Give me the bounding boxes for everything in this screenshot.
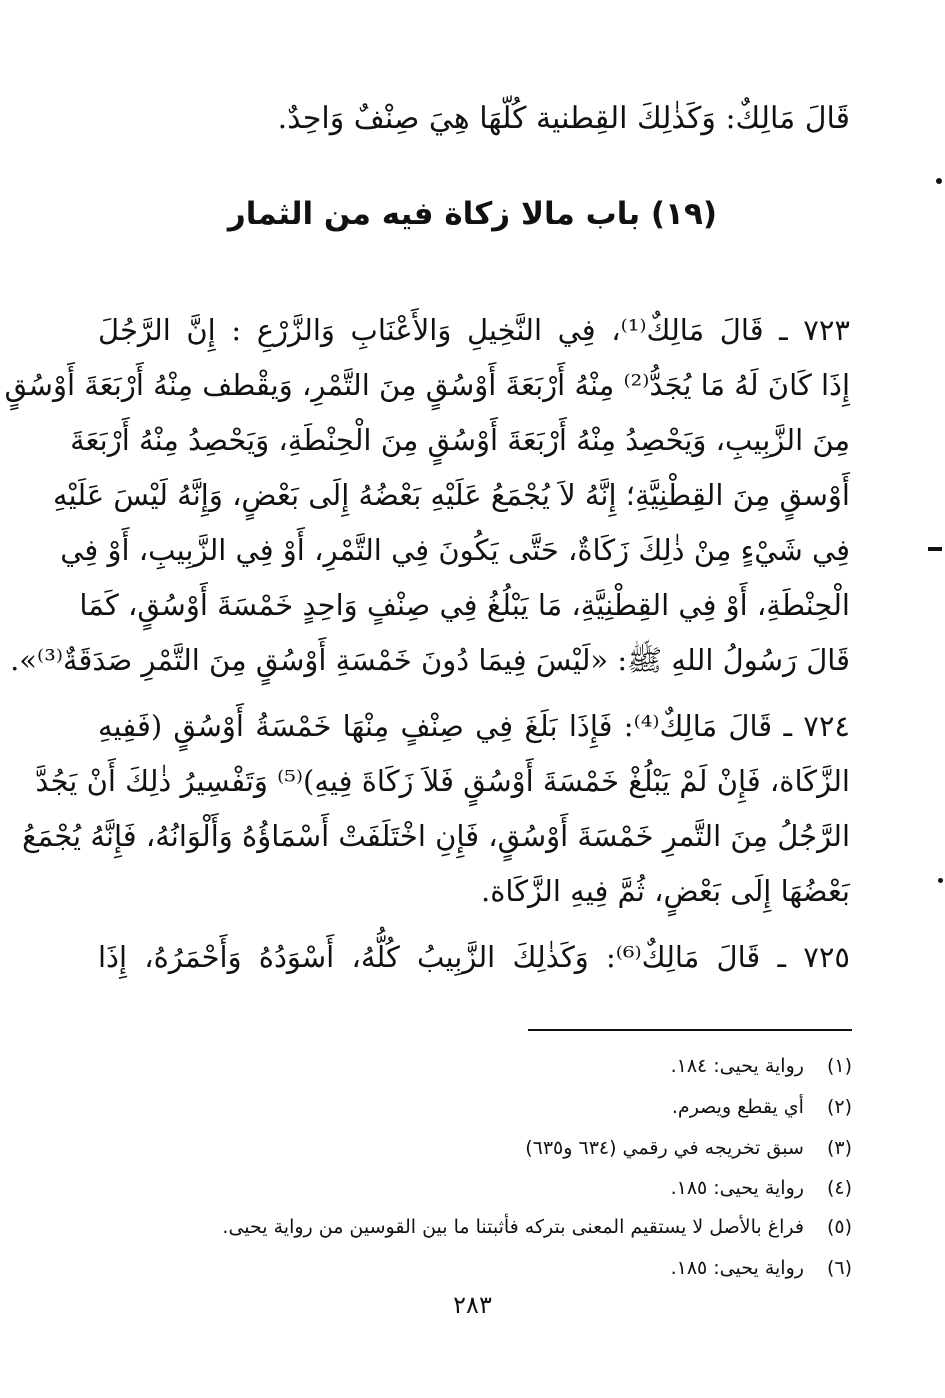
footnote (671, 1174, 852, 1202)
paragraph-line: بَعْضُهَا إِلَى بَعْضٍ، ثُمَّ فِيهِ الزَّكَاة. (481, 874, 850, 908)
page-number: ٢٨٣ (453, 1291, 492, 1319)
footnote-separator (528, 1029, 852, 1031)
scan-mark (938, 878, 943, 883)
scan-mark (936, 178, 942, 184)
footnote-text: رواية يحيى: ١٨٥. (670, 1257, 804, 1279)
paragraph-line: فِي شَيْءٍ مِنْ ذٰلِكَ زَكَاةٌ، حَتَّى يَكُونَ فِي التَّمْرِ، أَوْ فِي الزَّبِيبِ، أَوْ فِي (60, 533, 850, 567)
paragraph-line: إِذَا كَانَ لَهُ مَا يُجَدُّ⁽²⁾ مِنْهُ أَرْبَعَةَ أَوْسُقٍ مِنَ التَّمْرِ، وَيقْطف مِنْهُ أَرْبَعَةَ أَوْسُقٍ (4, 368, 850, 402)
footnote-text: فراغ بالأصل لا يستقيم المعنى بتركه فأثبتنا ما بين القوسين من رواية يحيى. (222, 1216, 804, 1238)
footnote-text: رواية يحيى: ١٨٥. (670, 1177, 804, 1199)
paragraph-line: ٧٢٤ ـ قَالَ مَالِكٌ⁽⁴⁾: فَإِذَا بَلَغَ فِي صِنْفٍ مِنْهَا خَمْسَةُ أَوْسُقٍ (فَفِيهِ (98, 709, 850, 743)
paragraph-line: الزَّكَاة، فَإِنْ لَمْ يَبْلُغْ خَمْسَةَ أَوْسُقٍ فَلاَ زَكَاةَ فِيهِ)⁽⁵⁾ وَتَفْسِيرُ ذٰلِكَ أَنْ يَجُدَّ (35, 764, 850, 798)
footnote-number: (٦) (826, 1257, 852, 1279)
footnote (222, 1213, 852, 1241)
paragraph-line: الرَّجُلُ مِنَ التَّمرِ خَمْسَةَ أَوْسُقٍ، فَإِنِ اخْتَلَفَتْ أَسْمَاؤُهُ وَأَلْوَانُهُ، فَإِنَّهُ يُجْمَعُ (22, 819, 850, 853)
scan-mark (928, 547, 942, 551)
paragraph-line: ٧٢٥ ـ قَالَ مَالِكٌ⁽⁶⁾: وَكَذٰلِكَ الزَّبِيبُ كُلُّهُ، أَسْوَدُهُ وَأَحْمَرُهُ، إِذَا (98, 940, 850, 974)
footnote-number: (١) (826, 1055, 852, 1077)
paragraph-line: الْحِنْطَةِ، أَوْ فِي القِطْنِيَّةِ، مَا يَبْلُغُ فِي صِنْفٍ وَاحِدٍ خَمْسَةَ أَوْسُقٍ، كَمَا (79, 588, 850, 622)
paragraph-line: أَوْسقٍ مِنَ القِطْنِيَّةِ؛ إِنَّهُ لاَ يُجْمَعُ عَلَيْهِ بَعْضُهُ إِلَى بَعْضٍ، وَإِنَّهُ لَيْسَ عَلَيْهِ (52, 478, 850, 512)
paragraph-line: قَالَ رَسُولُ اللهِ ﷺ: «لَيْسَ فِيمَا دُونَ خَمْسَةِ أَوْسُقٍ مِنَ التَّمْرِ صَدَقَةٌ⁽³⁾». (10, 643, 850, 677)
footnote-number: (٥) (826, 1216, 852, 1238)
footnote (671, 1254, 852, 1282)
footnote-text: رواية يحيى: ١٨٤. (670, 1055, 804, 1077)
footnote-text: سبق تخريجه في رقمي (٦٣٤ و٦٣٥) (525, 1137, 804, 1159)
footnote-number: (٣) (826, 1137, 852, 1159)
footnote (671, 1052, 852, 1080)
paragraph-line: ٧٢٣ ـ قَالَ مَالِكٌ⁽¹⁾، فِي النَّخِيلِ وَالأَعْنَابِ وَالزَّرْعِ : إِنَّ الرَّجُلَ (98, 313, 850, 347)
chapter-heading: (١٩) باب مالا زكاة فيه من الثمار (227, 196, 718, 232)
closing-line: قَالَ مَالِكٌ: وَكَذٰلِكَ القِطنية كُلّهَا هِيَ صِنْفٌ وَاحِدٌ. (277, 101, 850, 136)
footnote-number: (٤) (826, 1177, 852, 1199)
footnote-text: أي يقطع ويصرم. (671, 1096, 804, 1118)
footnote-number: (٢) (826, 1096, 852, 1118)
footnote (525, 1134, 852, 1162)
footnote (672, 1093, 852, 1121)
paragraph-line: مِنَ الزَّبِيبِ، وَيَحْصِدُ مِنْهُ أَرْبَعَةَ أَوْسُقٍ مِنَ الْحِنْطَةِ، وَيَحْصِدُ مِنْهُ أَرْبَعَةَ (70, 423, 850, 457)
